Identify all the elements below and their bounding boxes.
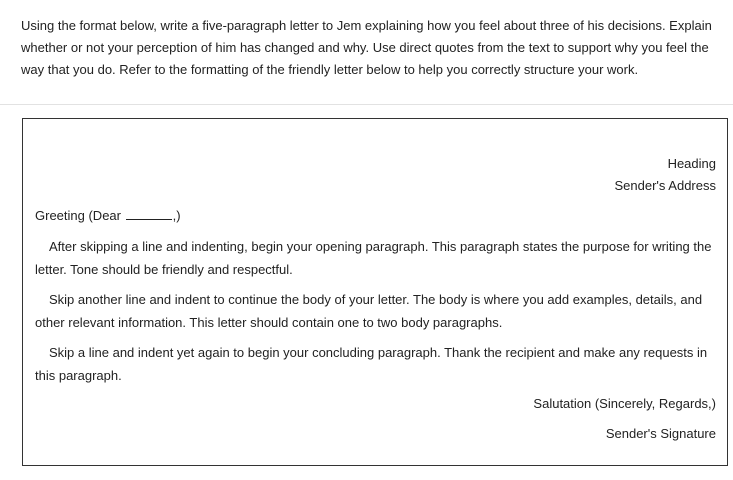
sender-address: Sender's Address [614,178,716,193]
letter-heading: Heading [667,156,716,171]
greeting-suffix: ,) [172,208,181,223]
divider [0,104,733,105]
opening-paragraph: After skipping a line and indenting, begin your opening paragraph. This paragraph states the purpose for writing the letter. Tone should be friendly and respectful. [35,239,712,277]
body-paragraph: Skip another line and indent to continue the body of your letter. The body is where you add examples, details, and other relevant information. This letter should contain one to two body paragraphs. [35,292,703,330]
salutation: Salutation (Sincerely, Regards,) [533,396,716,411]
name-blank [126,219,172,220]
greeting-line [35,208,181,223]
letter-template-box [22,118,728,466]
concluding-paragraph: Skip a line and indent yet again to begin your concluding paragraph. Thank the recipient and make any requests in this paragraph. [35,345,708,383]
assignment-prompt: Using the format below, write a five-paragraph letter to Jem explaining how you feel about three of his decisions. Explain whether or not your perception of him has changed and why. Use direct quotes from the text to support why you feel the way that you do. Refer to the formatting of the friendly letter below to help you correctly structure your work. [21,18,712,77]
sender-signature: Sender's Signature [605,426,716,441]
greeting-prefix: Greeting (Dear [35,208,121,223]
